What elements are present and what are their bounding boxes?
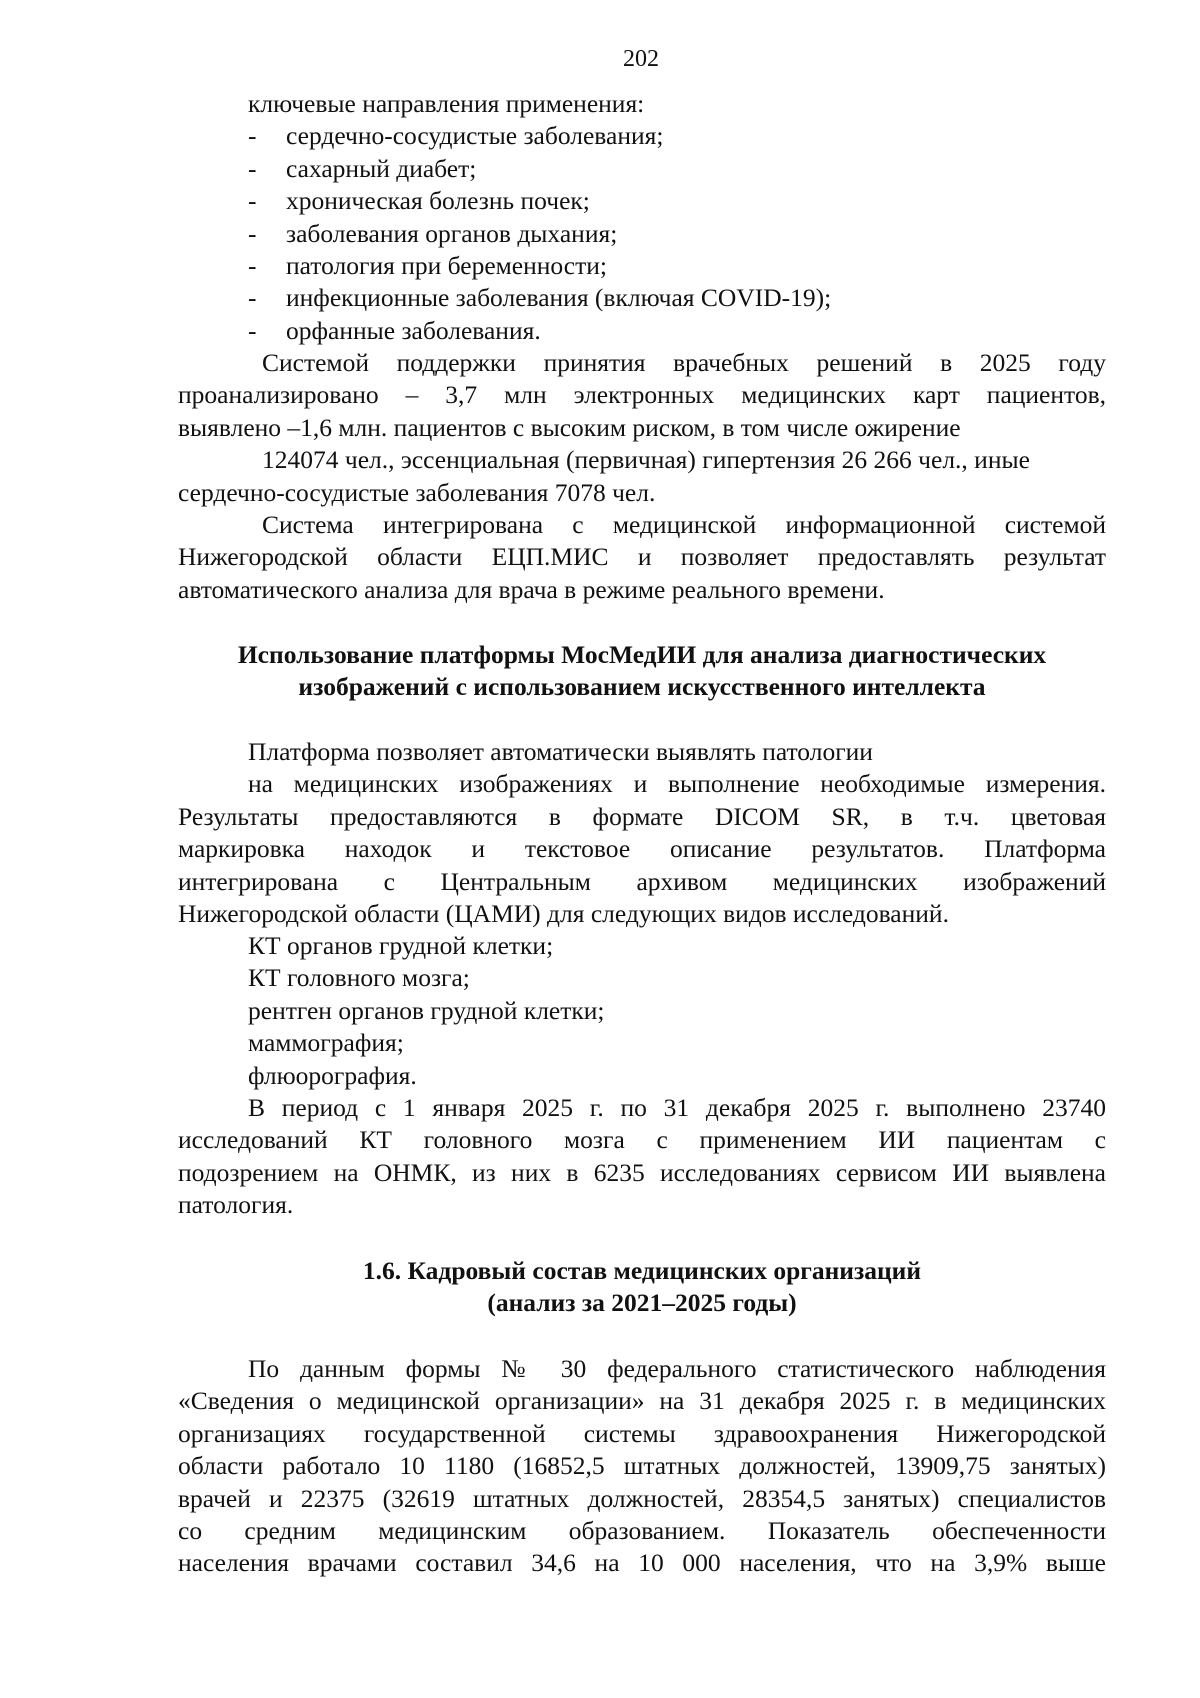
page-number: 202 <box>623 46 659 72</box>
list-item: КТ головного мозга; <box>248 963 470 993</box>
directions-block <box>178 88 1106 347</box>
list-dash: - <box>248 218 257 248</box>
paragraph-staff: По данным формы № 30 федерального статистического наблюдения «Сведения о медицинской организации» на 31 декабря 2025 г. в медицинских организациях государственной системы здравоохранения Нижегородской области работало 10 1180 (16852,5 штатных должностей, 13909,75 занятых) врачей и 22375 (32619 штатных должностей, 28354,5 занятых) специалистов со средним медицинским образованием. Показатель обеспеченности населения врачами составил 34,6 на 10 000 населения, что на 3,9% выше <box>178 1354 1106 1578</box>
list-dash: - <box>248 186 257 216</box>
section-heading-mosmedii: Использование платформы МосМедИИ для анализа диагностических изображений с использованием искусственного интеллекта <box>237 640 1047 702</box>
list-item: флюорография. <box>248 1060 417 1090</box>
list-item: - орфанные заболевания. <box>178 315 1106 347</box>
studies-list <box>178 930 1106 1092</box>
paragraph-ct-results: В период с 1 января 2025 г. по 31 декабря 2025 г. выполнено 23740 исследований КТ головного мозга с применением ИИ пациентам с подозрением на ОНМК, из них в 6235 исследованиях сервисом ИИ выявлена патология. <box>178 1093 1106 1220</box>
list-item: - инфекционные заболевания (включая COVID-19); <box>178 282 1106 314</box>
list-item: - сердечно-сосудистые заболевания; <box>178 120 1106 152</box>
list-dash: - <box>248 283 257 313</box>
paragraph-cdss: Системой поддержки принятия врачебных решений в 2025 году проанализировано – 3,7 млн электронных медицинских карт пациентов, выявлено –1,6 млн. пациентов с высоким риском, в том числе ожирение 124074 чел., эссенциальная (первичная) гипертензия 26 266 чел., иные сердечно-сосудистые заболевания 7078 чел. <box>178 348 1106 507</box>
list-dash: - <box>248 121 257 151</box>
list-item: рентген органов грудной клетки; <box>248 995 605 1025</box>
list-dash: - <box>248 250 257 280</box>
list-item: - заболевания органов дыхания; <box>178 218 1106 250</box>
list-item: маммография; <box>248 1028 404 1058</box>
list-item: КТ органов грудной клетки; <box>248 931 554 960</box>
section-heading-staff: 1.6. Кадровый состав медицинских организаций (анализ за 2021–2025 годы) <box>362 1256 922 1318</box>
list-item: - сахарный диабет; <box>178 153 1106 185</box>
list-dash: - <box>248 153 257 183</box>
intro-line: ключевые направления применения: <box>248 89 645 118</box>
list-item: - хроническая болезнь почек; <box>178 185 1106 217</box>
paragraph-platform: Платформа позволяет автоматически выявлять патологии на медицинских изображениях и выполнение необходимые измерения. Результаты предоставляются в формате DICOM SR, в т.ч. цветовая маркировка находок и текстовое описание результатов. Платформа интегрирована с Центральным архивом медицинских изображений Нижегородской области (ЦАМИ) для следующих видов исследований. <box>178 737 1106 928</box>
paragraph-integration: Система интегрирована с медицинской информационной системой Нижегородской области ЕЦП.МИС и позволяет предоставлять результат автоматического анализа для врача в режиме реального времени. <box>178 510 1106 604</box>
list-item: - патология при беременности; <box>178 250 1106 282</box>
list-dash: - <box>248 315 257 345</box>
